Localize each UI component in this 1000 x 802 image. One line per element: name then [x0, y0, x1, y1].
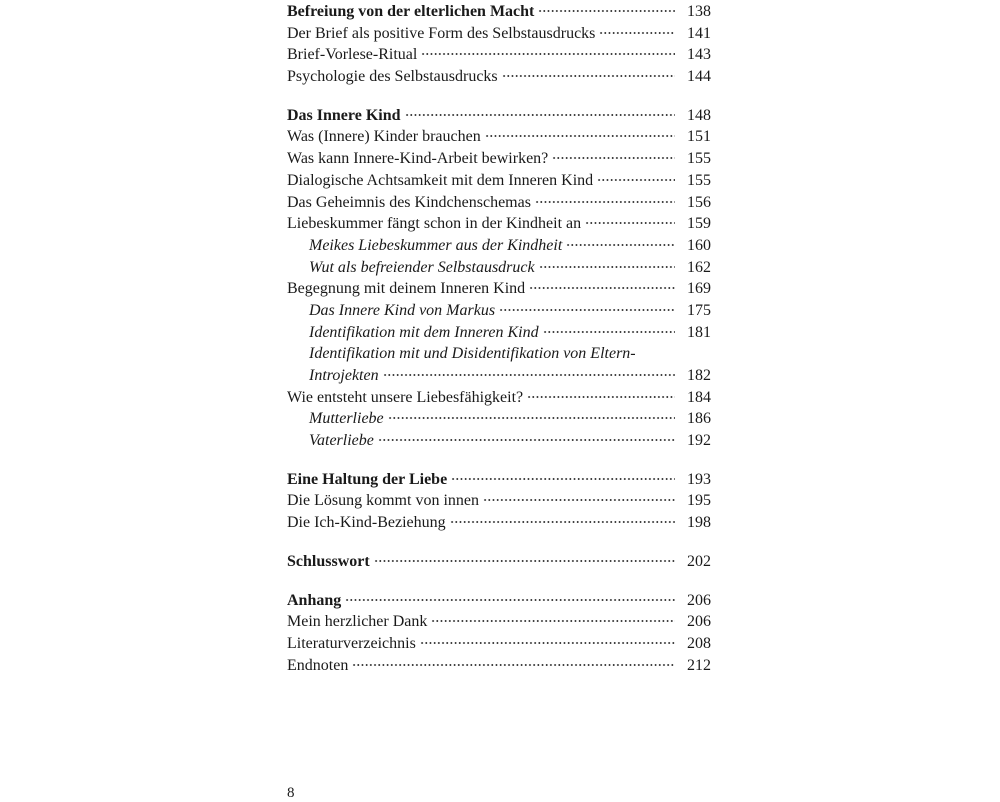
- toc-entry-title: Was (Innere) Kinder brauchen: [287, 128, 481, 146]
- toc-entry[interactable]: [287, 213, 711, 235]
- toc-entry-page: 160: [687, 236, 711, 254]
- dot-leader: [527, 396, 675, 398]
- toc-entry-page: 182: [687, 367, 711, 384]
- dot-leader: [420, 642, 675, 644]
- toc-entry[interactable]: [287, 192, 711, 214]
- toc-entry-page: 181: [687, 323, 711, 341]
- dot-leader: [450, 521, 675, 523]
- dot-leader: [431, 620, 675, 622]
- dot-leader: [585, 222, 675, 224]
- toc-section-schlusswort: [287, 551, 711, 573]
- toc-entry-title: Was kann Innere-Kind-Arbeit bewirken?: [287, 150, 549, 168]
- toc-entry-title: Endnoten: [287, 656, 349, 674]
- toc-entry-title: Wut als befreiender Selbstausdruck: [309, 258, 535, 276]
- dot-leader: [483, 499, 675, 501]
- toc-entry-title: Liebeskummer fängt schon in der Kindheit an: [287, 215, 582, 233]
- toc-entry-title: Meikes Liebeskummer aus der Kindheit: [309, 236, 563, 254]
- dot-leader: [502, 75, 675, 77]
- toc-entry-title: Die Lösung kommt von innen: [287, 492, 479, 510]
- toc-entry-title: Das Geheimnis des Kindchenschemas: [287, 193, 531, 211]
- toc-entry-page: 208: [687, 634, 711, 652]
- table-of-contents: [287, 1, 711, 693]
- toc-entry-title: Psychologie des Selbstausdrucks: [287, 68, 498, 86]
- toc-entry-title: Identifikation mit dem Inneren Kind: [309, 323, 539, 341]
- toc-entry-page: 156: [687, 193, 711, 211]
- toc-entry-title: Das Innere Kind von Markus: [309, 301, 496, 319]
- dot-leader: [388, 417, 675, 419]
- dot-leader: [405, 114, 675, 116]
- dot-leader: [539, 266, 675, 268]
- toc-subentry-multiline[interactable]: [287, 343, 711, 386]
- toc-entry-page: 159: [687, 215, 711, 233]
- toc-entry[interactable]: [287, 469, 711, 491]
- toc-section-befreiung: [287, 1, 711, 88]
- toc-entry-title: Befreiung von der elterlichen Macht: [287, 3, 535, 20]
- dot-leader: [485, 135, 675, 137]
- toc-entry-page: 206: [687, 591, 711, 609]
- toc-entry-title: Mutterliebe: [309, 410, 384, 428]
- toc-entry-title: Introjekten: [309, 367, 379, 384]
- toc-entry[interactable]: [287, 611, 711, 633]
- toc-section-haltung: [287, 469, 711, 534]
- dot-leader: [543, 331, 675, 333]
- toc-entry[interactable]: [287, 633, 711, 655]
- dot-leader: [378, 439, 675, 441]
- toc-entry-page: 202: [687, 552, 711, 570]
- dot-leader: [345, 599, 675, 601]
- dot-leader: [535, 201, 675, 203]
- dot-leader: [552, 157, 675, 159]
- toc-entry[interactable]: [287, 551, 711, 573]
- toc-entry-title: Mein herzlicher Dank: [287, 613, 428, 631]
- toc-entry-title: Das Innere Kind: [287, 106, 401, 124]
- toc-entry[interactable]: [287, 170, 711, 192]
- toc-entry-page: 175: [687, 301, 711, 319]
- dot-leader: [499, 309, 675, 311]
- dot-leader: [597, 179, 675, 181]
- toc-entry-page: 151: [687, 128, 711, 146]
- toc-entry[interactable]: [287, 44, 711, 66]
- toc-section-inneres-kind: [287, 105, 711, 452]
- toc-entry-title: Begegnung mit deinem Inneren Kind: [287, 280, 526, 298]
- toc-entry-page: 192: [687, 432, 711, 450]
- toc-subentry[interactable]: [287, 300, 711, 322]
- toc-entry[interactable]: [287, 1, 711, 23]
- dot-leader: [374, 560, 675, 562]
- dot-leader: [352, 664, 675, 666]
- dot-leader: [451, 478, 675, 480]
- toc-entry[interactable]: [287, 278, 711, 300]
- dot-leader: [421, 53, 675, 55]
- toc-entry-title-line1: Identifikation mit und Disidentifikation von Eltern-: [309, 345, 636, 363]
- toc-entry-page: 184: [687, 388, 711, 406]
- toc-entry[interactable]: [287, 490, 711, 512]
- toc-entry-title: Brief-Vorlese-Ritual: [287, 46, 418, 64]
- toc-entry-page: 144: [687, 68, 711, 86]
- toc-entry-title: Anhang: [287, 591, 342, 609]
- toc-entry-title-line2-row: [287, 365, 711, 387]
- toc-entry-page: 198: [687, 514, 711, 532]
- toc-entry-page: 148: [687, 106, 711, 124]
- toc-entry-title: Vaterliebe: [309, 432, 374, 450]
- toc-entry-page: 162: [687, 258, 711, 276]
- toc-entry-page: 193: [687, 470, 711, 488]
- toc-entry-page: 143: [687, 46, 711, 64]
- toc-entry-page: 169: [687, 280, 711, 298]
- toc-entry-title: Literaturverzeichnis: [287, 634, 416, 652]
- toc-entry-title: Wie entsteht unsere Liebesfähigkeit?: [287, 388, 524, 406]
- toc-entry-page: 186: [687, 410, 711, 428]
- toc-entry-title: Dialogische Achtsamkeit mit dem Inneren Kind: [287, 171, 594, 189]
- toc-entry[interactable]: [287, 105, 711, 127]
- toc-entry[interactable]: [287, 126, 711, 148]
- toc-subentry[interactable]: [287, 430, 711, 452]
- toc-entry-title: Die Ich-Kind-Beziehung: [287, 514, 446, 532]
- toc-entry[interactable]: [287, 387, 711, 409]
- toc-section-anhang: [287, 590, 711, 677]
- dot-leader: [529, 287, 675, 289]
- toc-entry-title: Schlusswort: [287, 552, 370, 570]
- toc-entry[interactable]: [287, 148, 711, 170]
- toc-entry-page: 141: [687, 24, 711, 42]
- dot-leader: [383, 374, 675, 376]
- toc-entry[interactable]: [287, 66, 711, 88]
- toc-entry-page: 155: [687, 150, 711, 168]
- toc-subentry[interactable]: [287, 235, 711, 257]
- toc-entry[interactable]: [287, 655, 711, 677]
- page-number: 8: [287, 785, 295, 801]
- toc-entry-page: 206: [687, 613, 711, 631]
- toc-entry-page: 155: [687, 171, 711, 189]
- toc-entry-page: 138: [687, 3, 711, 20]
- toc-subentry[interactable]: [287, 322, 711, 344]
- toc-entry-page: 195: [687, 492, 711, 510]
- dot-leader: [566, 244, 675, 246]
- toc-entry-page: 212: [687, 656, 711, 674]
- toc-entry-title: Der Brief als positive Form des Selbstausdrucks: [287, 24, 596, 42]
- toc-entry-title: Eine Haltung der Liebe: [287, 470, 448, 488]
- toc-entry[interactable]: [287, 23, 711, 45]
- toc-entry[interactable]: [287, 512, 711, 534]
- toc-subentry[interactable]: [287, 257, 711, 279]
- dot-leader: [538, 10, 675, 12]
- toc-subentry[interactable]: [287, 408, 711, 430]
- toc-entry[interactable]: [287, 590, 711, 612]
- dot-leader: [599, 32, 675, 34]
